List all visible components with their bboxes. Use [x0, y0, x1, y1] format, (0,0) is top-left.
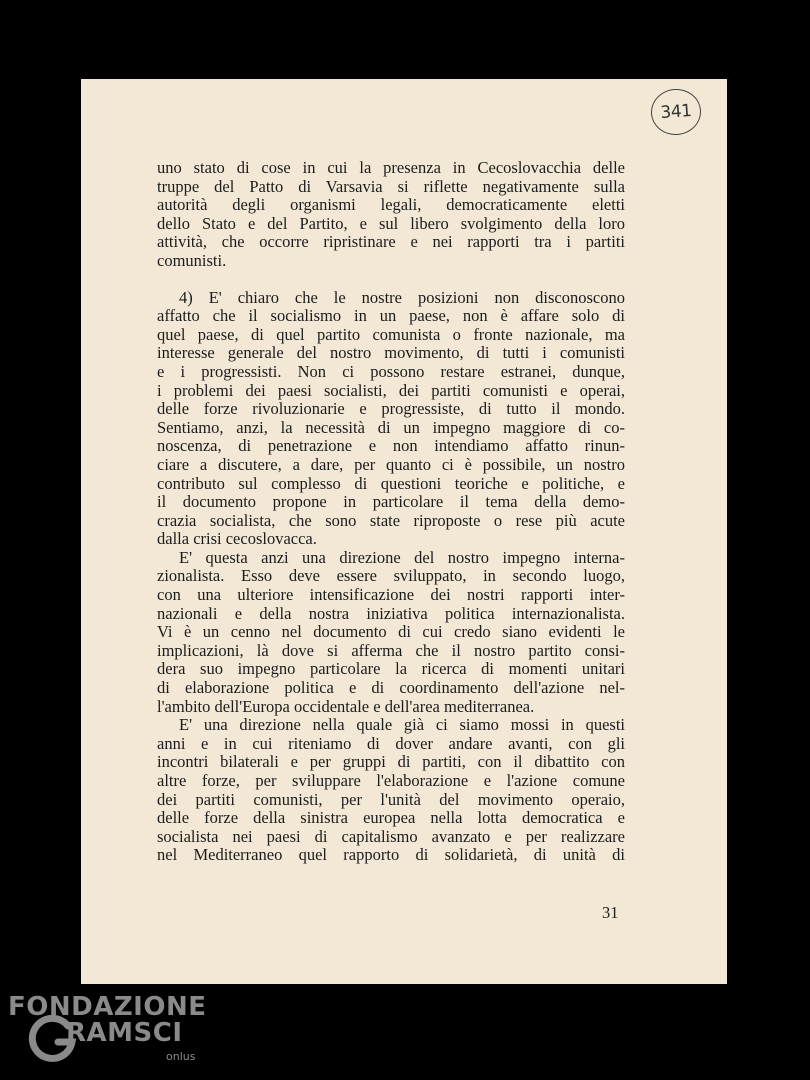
text-line: e i progressisti. Non ci possono restare estranei, dunque,: [157, 361, 625, 381]
text-line: quel paese, di quel partito comunista o fronte nazionale, ma: [157, 324, 625, 344]
text-line: delle forze rivoluzionarie e progressiste, di tutto il mondo.: [157, 399, 625, 419]
text-line: affatto che il socialismo in un paese, non è affare solo di: [157, 306, 625, 326]
text-line: nel Mediterraneo quel rapporto di solidarietà, di unità di: [157, 845, 625, 865]
archive-number-stamp: 341: [649, 87, 702, 136]
logo-line-1: FONDAZIONE: [8, 992, 207, 1022]
fondazione-gramsci-logo: [8, 990, 208, 1070]
document-page: [81, 79, 727, 984]
text-line: attività, che occorre ripristinare e nei rapporti tra i partiti: [157, 232, 625, 252]
text-line: dei partiti comunisti, per l'unità del movimento operaio,: [157, 789, 625, 809]
text-line: anni e in cui riteniamo di dover andare avanti, con gli: [157, 733, 625, 753]
text-line: delle forze della sinistra europea nella lotta democratica e: [157, 808, 625, 828]
logo-line-2: RAMSCI: [66, 1018, 183, 1048]
text-line: interesse generale del nostro movimento, di tutti i comunisti: [157, 343, 625, 363]
text-line: zionalista. Esso deve essere sviluppato, in secondo luogo,: [157, 566, 625, 586]
text-line: con una ulteriore intensificazione dei nostri rapporti inter-: [157, 585, 625, 605]
text-line: contributo sul complesso di questioni teoriche e politiche, e: [157, 473, 625, 493]
paragraph-gap: [157, 271, 625, 289]
text-line: dello Stato e del Partito, e sul libero svolgimento della loro: [157, 213, 625, 233]
text-line: implicazioni, là dove si afferma che il nostro partito consi-: [157, 640, 625, 660]
text-line: Vi è un cenno nel documento di cui credo siano evidenti le: [157, 622, 625, 642]
text-line: comunisti.: [157, 250, 227, 270]
text-line: dera suo impegno particolare la ricerca di momenti unitari: [157, 659, 625, 679]
text-line: noscenza, di penetrazione e non intendiamo affatto rinun-: [157, 436, 625, 456]
text-line: socialista nei paesi di capitalismo avanzato e per realizzare: [157, 826, 625, 846]
text-line: uno stato di cose in cui la presenza in Cecoslovacchia delle: [157, 158, 625, 177]
text-line: E' questa anzi una direzione del nostro impegno interna-: [179, 547, 625, 567]
text-line: dalla crisi cecoslovacca.: [157, 529, 317, 549]
text-line: E' una direzione nella quale già ci siamo mossi in questi: [179, 715, 625, 735]
text-line: nazionali e della nostra iniziativa politica internazionalista.: [157, 603, 625, 623]
text-line: l'ambito dell'Europa occidentale e dell'area mediterranea.: [157, 696, 535, 716]
body-text: [157, 159, 625, 865]
text-line: i problemi dei paesi socialisti, dei partiti comunisti e operai,: [157, 380, 625, 400]
text-line: incontri bilaterali e per gruppi di partiti, con il dibattito con: [157, 752, 625, 772]
text-line: crazia socialista, che sono state riproposte o rese più acute: [157, 510, 625, 530]
text-line: il documento propone in particolare il tema della demo-: [157, 492, 625, 512]
text-line: Sentiamo, anzi, la necessità di un impegno maggiore di co-: [157, 417, 625, 437]
text-line: ciare a discutere, a dare, per quanto ci è possibile, un nostro: [157, 454, 625, 474]
logo-line-3: onlus: [166, 1050, 196, 1063]
text-line: 4) E' chiaro che le nostre posizioni non disconoscono: [179, 287, 625, 307]
text-line: altre forze, per sviluppare l'elaborazione e l'azione comune: [157, 771, 625, 790]
text-line: autorità degli organismi legali, democraticamente eletti: [157, 195, 625, 215]
text-line: truppe del Patto di Varsavia si riflette negativamente sulla: [157, 176, 625, 196]
page-number: 31: [602, 903, 619, 922]
text-line: di elaborazione politica e di coordinamento dell'azione nel-: [157, 678, 625, 698]
